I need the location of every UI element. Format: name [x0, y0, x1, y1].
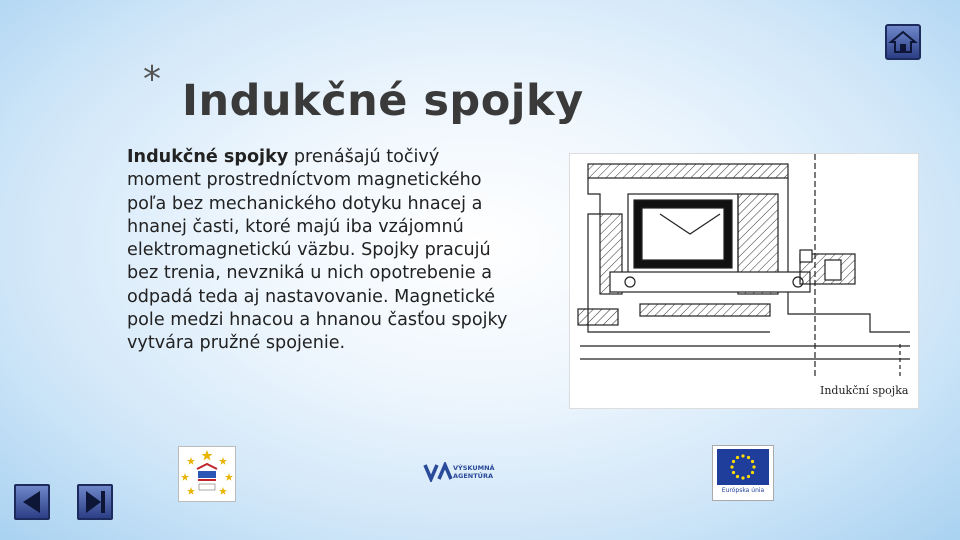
- home-button[interactable]: [885, 24, 921, 60]
- research-agency-logo: [423, 462, 503, 484]
- home-icon: [887, 26, 919, 58]
- eu-stars-icon: [717, 449, 769, 485]
- school-emblem-icon: [179, 447, 235, 501]
- eu-flag: [717, 449, 769, 485]
- figure-caption: Indukční spojka: [820, 384, 909, 397]
- slide-title: Indukčné spojky: [182, 76, 584, 126]
- agency-name-line1: VÝSKUMNÁ: [453, 464, 495, 472]
- next-slide-button[interactable]: [77, 484, 113, 520]
- previous-slide-button[interactable]: [14, 484, 50, 520]
- agency-name-line2: AGENTÚRA: [453, 472, 493, 480]
- skip-next-icon: [79, 486, 111, 518]
- agency-va-icon: [423, 462, 453, 482]
- body-description: prenášajú točivý moment prostredníctvom magnetického poľa bez mechanického dotyku hnacej a hnanej časti, ktoré majú iba vzájomnú elektromagnetickú väzbu. Spojky pracujú bez trenia, nevzniká u nich opotrebenie a odpadá teda aj nastavovanie. Magnetické pole medzi hnacou a hnanou časťou spojky vytvára pružné spojenie.: [127, 147, 508, 354]
- agency-name: [453, 464, 495, 480]
- eu-logo: [712, 445, 774, 501]
- coupling-diagram: [569, 153, 919, 409]
- coupling-cross-section-drawing: [570, 154, 918, 408]
- body-paragraph: [127, 146, 517, 356]
- eu-label: Európska únia: [721, 487, 765, 494]
- triangle-left-icon: [16, 486, 48, 518]
- title-bullet: *: [143, 59, 161, 100]
- school-logo: [178, 446, 236, 502]
- body-term: Indukčné spojky: [127, 147, 289, 167]
